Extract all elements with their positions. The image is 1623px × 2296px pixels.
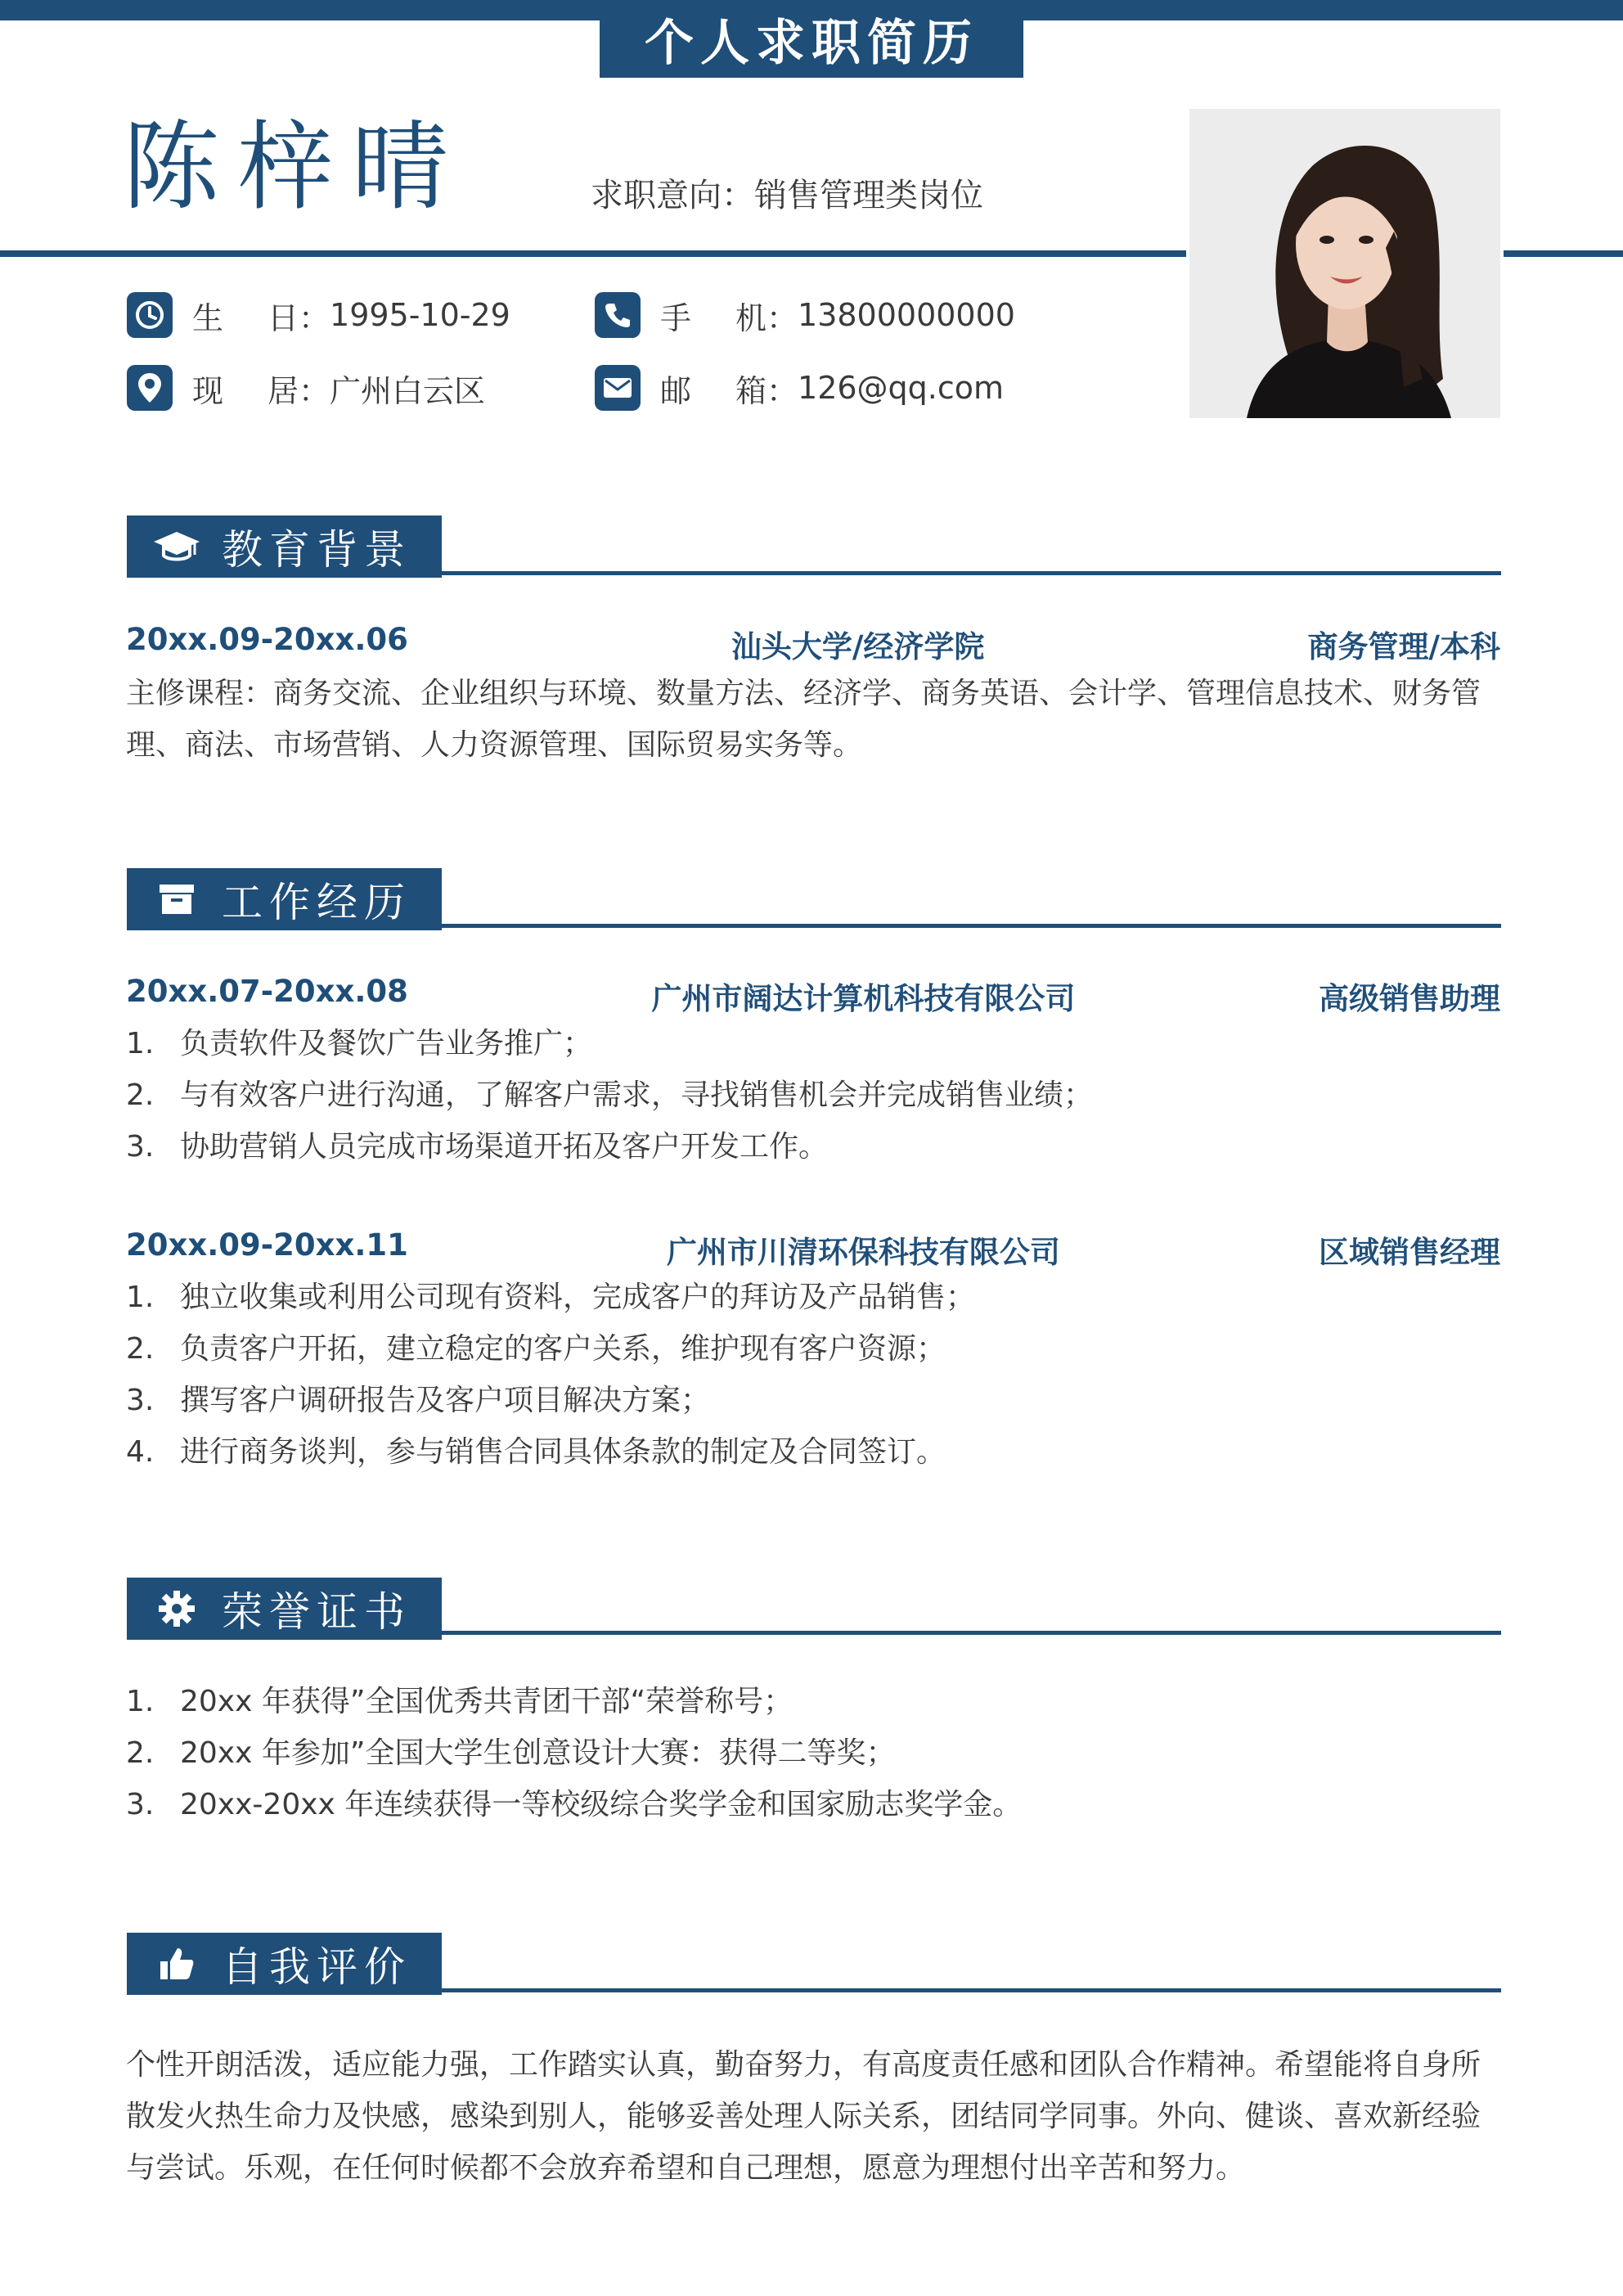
mail-label-b: 箱： [735, 372, 798, 409]
thumbs-up-icon [148, 1945, 205, 1983]
section-rule-education [442, 571, 1501, 575]
list-number: 3. [126, 1788, 155, 1821]
profile-photo [1189, 109, 1500, 418]
list-text: 负责客户开拓，建立稳定的客户关系，维护现有客户资源； [180, 1332, 946, 1366]
list-text: 协助营销人员完成市场渠道开拓及客户开发工作。 [180, 1130, 829, 1164]
job-company: 广州市阔达计算机科技有限公司 [651, 981, 1076, 1016]
phone-icon [595, 292, 641, 338]
info-home [127, 365, 485, 411]
section-rule-self [442, 1988, 1501, 1992]
section-header-self [127, 1933, 442, 1995]
list-number: 3. [126, 1130, 155, 1164]
mail-label-a: 邮 [660, 372, 692, 409]
list-item [126, 1121, 1500, 1173]
section-title-work: 工作经历 [222, 879, 411, 926]
section-title-education: 教育背景 [222, 526, 411, 574]
candidate-name: 陈梓晴 [123, 110, 467, 223]
title-tab [600, 0, 1023, 78]
education-school: 汕头大学/经济学院 [731, 629, 985, 664]
education-courses: 主修课程：商务交流、企业组织与环境、数量方法、经济学、商务英语、会计学、管理信息技术、财务管理、商法、市场营销、人力资源管理、国际贸易实务等。 [126, 677, 1481, 762]
education-major: 商务管理/本科 [1307, 629, 1500, 664]
section-header-education [127, 515, 442, 578]
envelope-icon [595, 365, 641, 411]
phone-label-a: 手 [660, 299, 692, 336]
mail-value: 126@qq.com [798, 370, 1005, 406]
list-number: 2. [126, 1736, 155, 1770]
birthday-value: 1995-10-29 [330, 297, 510, 333]
info-phone [595, 292, 1015, 338]
clock-icon [127, 292, 173, 338]
section-rule-honors [442, 1631, 1501, 1635]
section-rule-work [442, 924, 1501, 928]
list-number: 1. [126, 1281, 155, 1314]
list-text: 负责软件及餐饮广告业务推广； [180, 1027, 593, 1060]
job-intent: 求职意向：销售管理类岗位 [591, 177, 983, 214]
header-rule-left [0, 250, 1186, 257]
list-item [126, 1676, 1500, 1727]
list-item [126, 1272, 1500, 1323]
home-value: 广州白云区 [330, 372, 486, 409]
list-item [126, 1426, 1500, 1478]
job-company: 广州市川清环保科技有限公司 [666, 1235, 1060, 1270]
list-text: 进行商务谈判，参与销售合同具体条款的制定及合同签订。 [180, 1435, 946, 1469]
location-pin-icon [127, 365, 173, 411]
section-title-honors: 荣誉证书 [222, 1588, 411, 1636]
list-item [126, 1375, 1500, 1426]
birthday-label-a: 生 [192, 299, 224, 336]
list-text: 20xx 年参加”全国大学生创意设计大赛：获得二等奖； [180, 1736, 896, 1770]
list-item [126, 1323, 1500, 1375]
home-label-a: 现 [192, 372, 224, 409]
birthday-label-b: 日： [268, 299, 330, 336]
phone-value: 13800000000 [798, 297, 1015, 333]
phone-label-b: 机： [735, 299, 798, 336]
archive-box-icon [148, 883, 205, 916]
home-label-b: 居： [268, 372, 330, 409]
section-header-work [127, 868, 442, 930]
list-text: 独立收集或利用公司现有资料，完成客户的拜访及产品销售； [180, 1281, 976, 1314]
list-text: 20xx 年获得”全国优秀共青团干部“荣誉称号； [180, 1685, 794, 1718]
list-item [126, 1727, 1500, 1779]
education-period: 20xx.09-20xx.06 [126, 622, 408, 657]
graduation-cap-icon [148, 529, 205, 565]
education-row [126, 622, 1500, 666]
list-number: 4. [126, 1435, 155, 1469]
job-role: 区域销售经理 [1319, 1235, 1500, 1270]
self-evaluation-text: 个性开朗活泼，适应能力强，工作踏实认真，勤奋努力，有高度责任感和团队合作精神。希望能将自身所散发火热生命力及快感，感染到别人，能够妥善处理人际关系，团结同学同事。外向、健谈、喜欢新经验与尝试。乐观，在任何时候都不会放弃希望和自己理想，愿意为理想付出辛苦和努力。 [126, 2048, 1481, 2185]
list-item [126, 1779, 1500, 1830]
info-birthday [127, 292, 510, 338]
section-header-honors [127, 1578, 442, 1640]
job-row [126, 1227, 1500, 1272]
list-number: 2. [126, 1332, 155, 1366]
section-title-self: 自我评价 [222, 1943, 411, 1991]
job-row [126, 974, 1500, 1018]
job-period: 20xx.07-20xx.08 [126, 974, 408, 1009]
job-role: 高级销售助理 [1319, 981, 1500, 1016]
list-number: 2. [126, 1078, 155, 1112]
job-duties [126, 1272, 1500, 1478]
list-text: 撰写客户调研报告及客户项目解决方案； [180, 1384, 711, 1417]
gear-icon [148, 1589, 205, 1628]
list-item [126, 1018, 1500, 1069]
list-number: 1. [126, 1027, 155, 1060]
list-number: 1. [126, 1685, 155, 1718]
list-text: 20xx-20xx 年连续获得一等校级综合奖学金和国家励志奖学金。 [180, 1788, 1023, 1821]
list-number: 3. [126, 1384, 155, 1417]
honors-list [126, 1676, 1500, 1830]
info-mail [595, 365, 1004, 411]
resume-title: 个人求职简历 [645, 14, 978, 72]
job-period: 20xx.09-20xx.11 [126, 1227, 408, 1263]
job-duties [126, 1018, 1500, 1173]
header-rule-right [1504, 250, 1623, 257]
list-text: 与有效客户进行沟通，了解客户需求，寻找销售机会并完成销售业绩； [180, 1078, 1094, 1112]
list-item [126, 1069, 1500, 1121]
